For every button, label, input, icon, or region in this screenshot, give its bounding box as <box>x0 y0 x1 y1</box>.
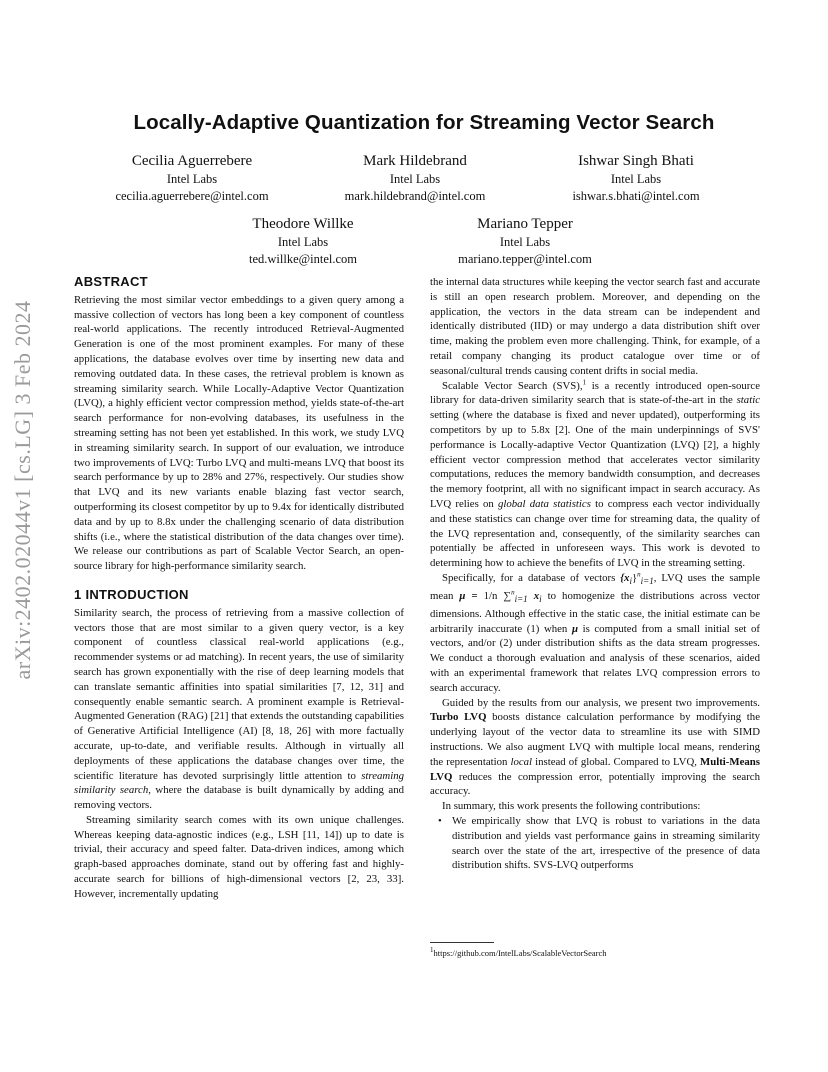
author-affiliation: Intel Labs <box>277 235 329 249</box>
intro-paragraph: Streaming similarity search comes with its own unique challenges. Whereas keeping data-agnostic indices (e.g., LSH [11, 14]) up to date is trivial, their accuracy and speed falter. Data-driven indices, among which graph-based approaches dominate, stand out by offering fast and highly-accurate search for billions of high-dimensional vectors [2, 23, 33]. However, incrementally updating <box>74 813 404 900</box>
intro-paragraph: In summary, this work presents the following contributions: <box>442 800 701 813</box>
paper-title: Locally-Adaptive Quantization for Streaming Vector Search <box>133 111 715 134</box>
author-block <box>67 151 317 205</box>
intro-paragraph: Specifically, for a database of vectors $\{x_i\}^n_{i=1}$, LVQ uses the sample mean μ = 1/n ∑$^n_{i=1}$ $x_i$ to homogenize the distributions across vector dimensions. Although effective in the static case, the initial estimate can be arbitrarily inaccurate (1) when μ is computed from a small initial set of vectors, and/or (2) under distribution shifts as the data stream progresses. We conduct a thorough evaluation and analysis of these scenarios, aided with an experimental framework that relates LVQ compression errors to search accuracy. <box>430 570 760 694</box>
mu-symbol: μ = <box>459 589 484 602</box>
intro-paragraph: the internal data structures while keeping the vector search fast and accurate is still an open research problem. Moreover, and depending on the application, the vectors in the data stream can be independent and identically distributed (IID) or may undergo a data distribution shift over time, making the problem even more challenging. Think, for example, of a retail company changing its product catalogue over time or of seasonal/cultural trends causing content drifts in social media. <box>430 276 760 377</box>
footnote: $^1$https://github.com/IntelLabs/ScalableVectorSearch <box>430 946 607 958</box>
footnote-divider <box>430 942 494 943</box>
author-email: mark.hildebrand@intel.com <box>344 189 486 203</box>
author-email: cecilia.aguerrebere@intel.com <box>115 189 269 203</box>
author-affiliation: Intel Labs <box>610 172 662 186</box>
author-affiliation: Intel Labs <box>499 235 551 249</box>
author-name: Ishwar Singh Bhati <box>578 153 694 169</box>
section-heading-introduction: 1 INTRODUCTION <box>74 586 189 602</box>
author-affiliation: Intel Labs <box>166 172 218 186</box>
author-name: Mark Hildebrand <box>363 153 467 169</box>
right-column <box>430 275 760 873</box>
contributions-list <box>430 814 760 873</box>
footnote-url: https://github.com/IntelLabs/ScalableVectorSearch <box>433 948 607 958</box>
author-email: ted.willke@intel.com <box>248 252 357 266</box>
author-name: Theodore Willke <box>252 216 354 232</box>
intro-paragraph: Scalable Vector Search (SVS),$^1$ is a recently introduced open-source library for data-driven similarity search that is state-of-the-art in the static setting (where the database is fixed and never updated), outperforming its competitors by up to 5.8x [2]. One of the main underpinnings of SVS' performance is Locally-adaptive Vector Quantization (LVQ) [2], a highly efficient vector compression method that accelerates vector similarity computations, reduces the memory bandwidth consumption, and decreases the memory footprint, all with no significant impact in search accuracy. As LVQ relies on global data statistics to compress each vector individually and these statistics can change over time for streaming data, the quality of the LVQ representation and, consequently, of the similarity searches can potentially be affected in unforeseen ways. This work is devoted to determining how to achieve the benefits of LVQ in the streaming setting. <box>430 377 760 570</box>
footnote-marker: 1 <box>582 377 587 386</box>
left-column <box>74 275 404 902</box>
author-name: Mariano Tepper <box>477 216 573 232</box>
author-affiliation: Intel Labs <box>389 172 441 186</box>
author-name: Cecilia Aguerrebere <box>131 153 253 169</box>
author-email: mariano.tepper@intel.com <box>458 252 592 266</box>
abstract-text: Retrieving the most similar vector embeddings to a given query among a massive collection of vectors has long been a key component of countless real-world applications. The recently introduced Retrieval-Augmented Generation is one of the most prominent examples. For many of these applications, the database evolves over time by inserting new data and removing outdated data. In these cases, the retrieval problem is known as streaming similarity search. While Locally-Adaptive Vector Quantization (LVQ), a highly efficient vector compression method, yields state-of-the-art search performance for non-evolving databases, its usefulness in the streaming setting has not been yet established. In this work, we study LVQ in streaming similarity search. In support of our evaluation, we introduce two improvements of LVQ: Turbo LVQ and multi-means LVQ that boost its search performance by up to 28% and 27%, respectively. Our studies show that LVQ and its new variants enable blazing fast vector search, outperforming its closest competitor by up to 9.4x for identically distributed data and by up to 8.8x under the challenging scenario of data distribution shifts (i.e., where the statistical distribution of the data changes over time). We release our contributions as part of Scalable Vector Search, an open-source library for high-performance similarity search. <box>74 293 404 573</box>
arxiv-identifier: arXiv:2402.02044v1 [cs.LG] 3 Feb 2024 <box>10 300 35 680</box>
author-block <box>178 214 428 268</box>
author-block <box>511 151 761 205</box>
author-block <box>290 151 540 205</box>
author-block <box>400 214 650 268</box>
intro-paragraph: Similarity search, the process of retrieving from a massive collection of vectors those that are most similar to a given query vector, is a key component of countless classical real-world applications (e.g., recommender systems or ad matching). In recent years, the use of similarity search has grown exponentially with the rise of deep learning models that can translate semantic affinities into spatial similarities [7, 12, 31] and consequently enable semantic search. A prominent example is Retrieval-Augmented Generation (RAG) [21] that extends the outstanding capabilities of Generative Artificial Intelligence (AI) [8, 18, 26] with more factually accurate, up-to-date, and verifiable results. Although in virtually all deployments of these applications the database changes over time, the scientific literature has devoted surprisingly little attention to streaming similarity search, where the database is built dynamically by adding and removing vectors. <box>74 606 404 812</box>
intro-paragraph: Guided by the results from our analysis, we present two improvements. Turbo LVQ boosts distance calculation performance by modifying the underlying layout of the vector data to streamline its use with SIMD instructions. We also augment LVQ with multiple local means, rendering the representation local instead of global. Compared to LVQ, Multi-Means LVQ reduces the compression error, potentially improving the search accuracy. <box>430 696 760 798</box>
list-item: • We empirically show that LVQ is robust to variations in the data distribution and yields vast performance gains in streaming similarity search over the state of the art, irrespective of the presence of data distribution shifts. SVS-LVQ outperforms <box>452 814 760 873</box>
author-email: ishwar.s.bhati@intel.com <box>572 189 700 203</box>
abstract-heading: ABSTRACT <box>74 274 148 289</box>
